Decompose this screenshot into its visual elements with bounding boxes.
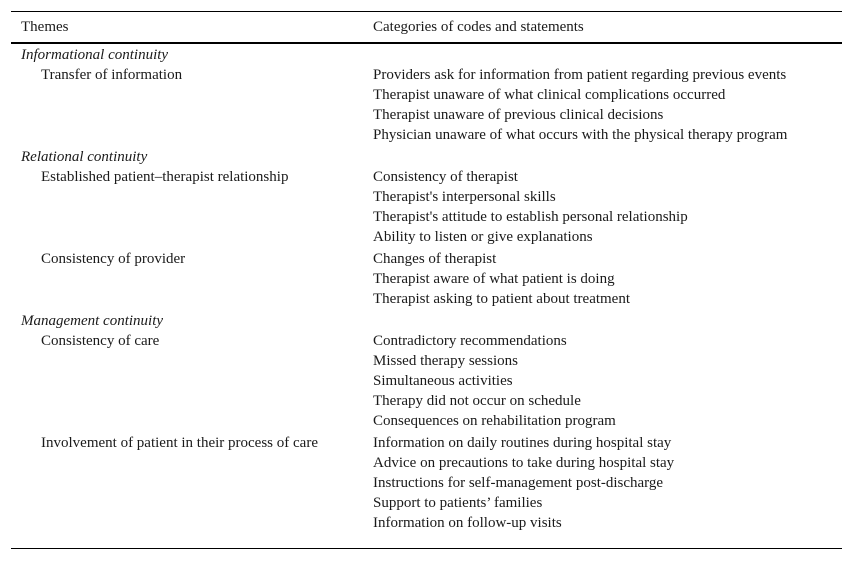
table-body (11, 45, 842, 535)
statement: Therapist aware of what patient is doing (373, 271, 615, 287)
subtheme-group (11, 65, 842, 147)
subtheme-group (11, 331, 842, 433)
statement: Information on daily routines during hospital stay (373, 435, 672, 451)
subtheme-group (11, 249, 842, 311)
table-top-rule (11, 11, 842, 12)
header-rule (11, 42, 842, 44)
statement: Providers ask for information from patient regarding previous events (373, 67, 787, 83)
header-themes: Themes (21, 19, 69, 35)
statement: Contradictory recommendations (373, 333, 567, 349)
statement: Therapy did not occur on schedule (373, 393, 581, 409)
subtheme-label: Transfer of information (41, 67, 183, 83)
statement: Therapist's interpersonal skills (373, 189, 556, 205)
statement: Information on follow-up visits (373, 515, 562, 531)
header-categories: Categories of codes and statements (373, 19, 584, 35)
statement-list (373, 167, 842, 249)
statement: Ability to listen or give explanations (373, 229, 593, 245)
statement: Simultaneous activities (373, 373, 513, 389)
statement-list (373, 331, 842, 433)
statement: Therapist unaware of previous clinical decisions (373, 107, 664, 123)
statement-list (373, 433, 842, 535)
statement: Support to patients’ families (373, 495, 543, 511)
subtheme-label: Established patient–therapist relationship (41, 169, 289, 185)
subtheme-label: Involvement of patient in their process of care (41, 435, 318, 451)
statement: Physician unaware of what occurs with the physical therapy program (373, 127, 788, 143)
statement: Therapist asking to patient about treatment (373, 291, 631, 307)
theme-row: Management continuity (21, 313, 164, 329)
subtheme-group (11, 167, 842, 249)
statement: Advice on precautions to take during hospital stay (373, 455, 675, 471)
statement: Changes of therapist (373, 251, 497, 267)
statement: Therapist unaware of what clinical complications occurred (373, 87, 726, 103)
theme-row: Informational continuity (21, 47, 169, 63)
theme-row: Relational continuity (21, 149, 148, 165)
statement-list (373, 65, 842, 147)
statement: Consistency of therapist (373, 169, 518, 185)
statement: Instructions for self-management post-discharge (373, 475, 664, 491)
statement: Therapist's attitude to establish personal relationship (373, 209, 688, 225)
subtheme-label: Consistency of provider (41, 251, 186, 267)
subtheme-group (11, 433, 842, 535)
subtheme-label: Consistency of care (41, 333, 160, 349)
statement-list (373, 249, 842, 311)
statement: Consequences on rehabilitation program (373, 413, 616, 429)
table-bottom-rule (11, 548, 842, 549)
statement: Missed therapy sessions (373, 353, 518, 369)
